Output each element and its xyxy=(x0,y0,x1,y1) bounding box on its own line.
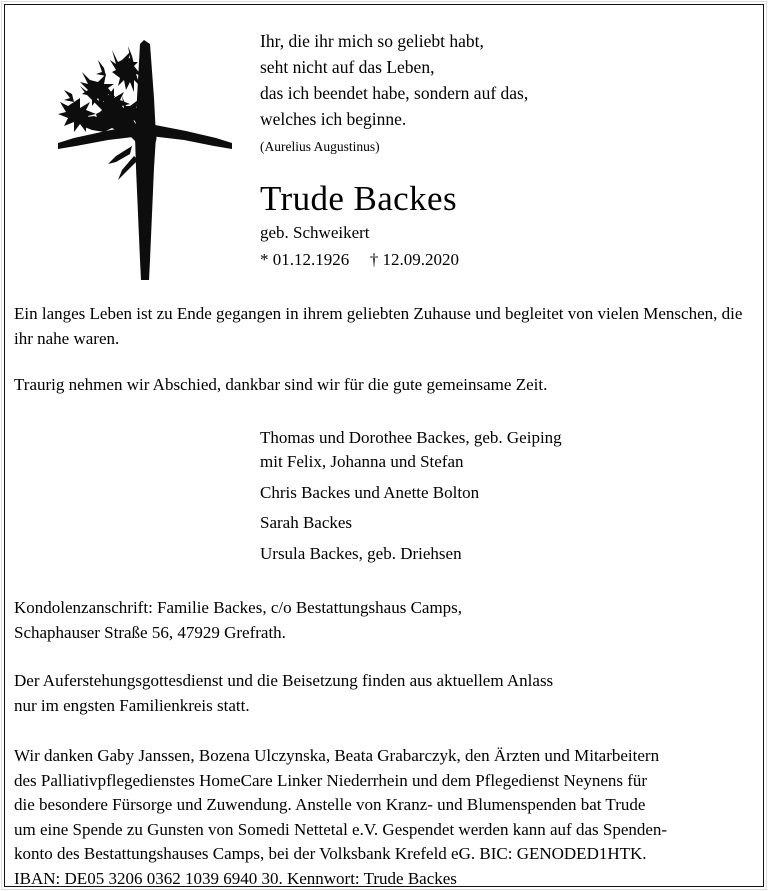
birth-symbol: * xyxy=(260,250,269,269)
verse-line: Ihr, die ihr mich so geliebt habt, xyxy=(260,31,484,51)
death-symbol: † xyxy=(369,250,379,269)
birth-date: 01.12.1926 xyxy=(272,250,350,269)
deceased-name: Trude Backes xyxy=(260,179,457,218)
thanks-line: Wir danken Gaby Janssen, Bozena Ulczynska, Beata Grabarczyk, den Ärzten und Mitarbeitern xyxy=(14,746,660,765)
survivor-group xyxy=(260,542,754,567)
thanks-line: die besondere Fürsorge und Zuwendung. Anstelle von Kranz- und Blumenspenden bat Trude xyxy=(14,795,646,814)
condolence-address-block xyxy=(14,596,754,645)
opening-paragraph: Ein langes Leben ist zu Ende gegangen in ihrem geliebten Zuhause und begleitet von vielen Menschen, die ihr nahe waren. xyxy=(14,304,743,348)
verse-line: das ich beendet habe, sondern auf das, xyxy=(260,83,529,103)
survivor-line: mit Felix, Johanna und Stefan xyxy=(260,452,464,471)
thanks-line: des Palliativpflegedienstes HomeCare Linker Niederrhein und dem Pflegedienst Neynens für xyxy=(14,770,648,790)
survivor-line: Ursula Backes, geb. Driehsen xyxy=(260,543,462,563)
survivor-group xyxy=(260,481,754,506)
donation-iban-line: IBAN: DE05 3206 0362 1039 6940 30. Kennwort: Trude Backes xyxy=(14,868,457,888)
verse-block xyxy=(260,28,740,157)
survivor-line: Chris Backes und Anette Bolton xyxy=(260,482,480,502)
service-note-block xyxy=(14,669,754,718)
death-date: 12.09.2020 xyxy=(382,250,459,269)
condolence-address-line: Schaphauser Straße 56, 47929 Grefrath. xyxy=(14,622,286,642)
verse-line: seht nicht auf das Leben, xyxy=(260,57,435,77)
survivor-group xyxy=(260,426,754,475)
thanks-and-donation-block xyxy=(14,744,754,891)
thanks-line: um eine Spende zu Gunsten von Somedi Nettetal e.V. Gespendet werden kann auf das Spenden- xyxy=(14,819,668,839)
life-dates xyxy=(260,248,740,272)
deceased-name-block xyxy=(260,178,740,272)
service-note-line: Der Auferstehungsgottesdienst und die Beisetzung finden aus aktuellem Anlass xyxy=(14,671,554,690)
service-note-line: nur im engsten Familienkreis statt. xyxy=(14,695,250,715)
deceased-maiden-name: geb. Schweikert xyxy=(260,223,370,242)
cross-with-branch-icon xyxy=(46,28,236,288)
survivors-list xyxy=(14,426,754,567)
verse-attribution: (Aurelius Augustinus) xyxy=(260,139,380,154)
donation-bank-line: konto des Bestattungshauses Camps, bei der Volksbank Krefeld eG. BIC: GENODED1HTK. xyxy=(14,844,647,863)
farewell-paragraph: Traurig nehmen wir Abschied, dankbar sind wir für die gute gemeinsame Zeit. xyxy=(14,375,548,394)
notice-body xyxy=(0,302,768,891)
verse-line: welches ich beginne. xyxy=(260,109,407,129)
notice-header xyxy=(16,0,752,300)
condolence-address-line: Kondolenzanschrift: Familie Backes, c/o Bestattungshaus Camps, xyxy=(14,598,463,617)
survivor-line: Thomas und Dorothee Backes, geb. Geiping xyxy=(260,427,562,447)
survivor-line: Sarah Backes xyxy=(260,513,353,532)
survivor-group xyxy=(260,511,754,536)
